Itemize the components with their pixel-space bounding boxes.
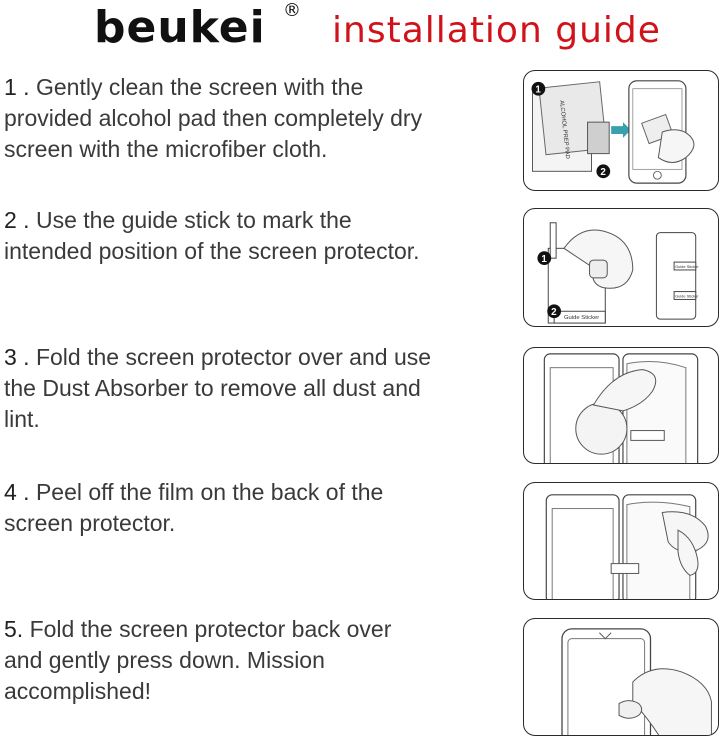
cleaning-illustration [524,71,718,190]
step-2-text: 2 . Use the guide stick to mark the intended position of the screen protector. [4,207,420,264]
arrow-icon [611,122,631,138]
side-sticker-label-2: Guide Sticker [675,293,699,299]
header [0,0,726,60]
step-line: Fold the screen protector back over [29,616,392,642]
step-4-illustration [523,482,719,600]
step-1-text: 1 . Gently clean the screen with the provided alcohol pad then completely dry screen with the microfiber cloth. [4,74,423,162]
step-number: 4 [4,479,17,505]
step-number: 1 [4,74,17,100]
step-line: intended position of the screen protector. [4,238,420,264]
step-line: accomplished! [4,678,152,704]
step-line: Gently clean the screen with the [35,74,364,100]
dust-absorber-illustration [524,348,718,463]
step-number: 5 [4,616,17,642]
marker-2-label: 2 [551,307,557,319]
step-5-text: 5. Fold the screen protector back over and gently press down. Mission accomplished! [4,616,392,704]
step-5-illustration [523,618,719,736]
step-line: Fold the screen protector over and use [35,344,432,370]
registered-mark: ® [283,0,301,21]
peel-film-illustration [524,483,718,599]
pad-label: ALCOHOL PREP PAD [558,100,571,160]
step-line: Peel off the film on the back of the [35,479,384,505]
step-line: the Dust Absorber to remove all dust and [4,375,421,401]
marker-1-label: 1 [535,84,541,96]
step-2-illustration [523,208,719,327]
marker-2-label: 2 [600,167,606,179]
step-line: screen with the microfiber cloth. [4,136,328,162]
step-line: provided alcohol pad then completely dry [4,105,423,131]
phone-icon [656,233,695,320]
step-line: lint. [4,406,40,432]
step-line: screen protector. [4,510,176,536]
step-1-illustration [523,70,719,191]
guide-sticker-label: Guide Sticker [563,315,600,322]
step-3-illustration [523,347,719,464]
marker-1-label: 1 [541,254,547,266]
guide-stick-illustration [524,209,718,326]
step-3-text: 3 . Fold the screen protector over and use the Dust Absorber to remove all dust and lint. [4,344,432,432]
step-number: 3 [4,344,17,370]
step-line: and gently press down. Mission [4,647,325,673]
press-down-illustration [524,619,718,735]
guide-title: installation guide [332,10,661,51]
step-number: 2 [4,207,17,233]
step-line: Use the guide stick to mark the [35,207,352,233]
side-sticker-label-1: Guide Sticker [675,263,699,269]
step-4-text: 4 . Peel off the film on the back of the screen protector. [4,479,384,536]
brand-logo: beukei [94,2,266,53]
